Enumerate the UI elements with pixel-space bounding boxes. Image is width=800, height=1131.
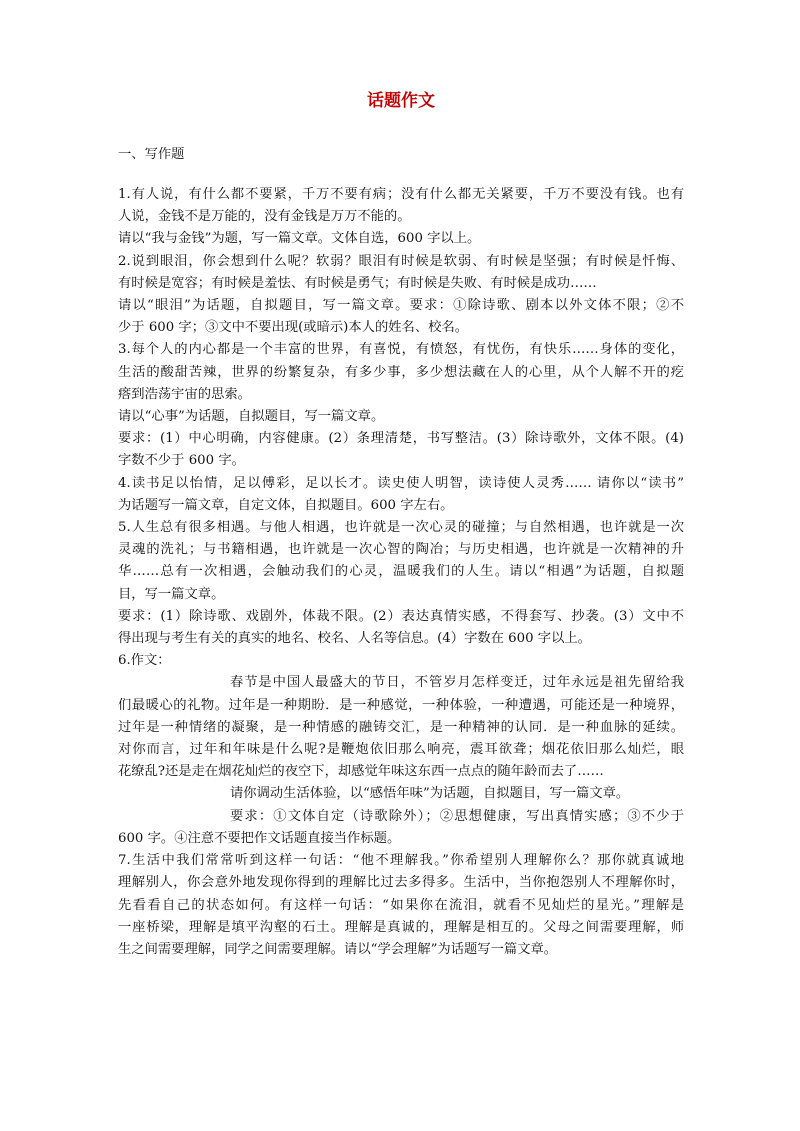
text-line: 华……总有一次相遇，会触动我们的心灵，温暖我们的人生。请以“相遇”为话题，自拟题 [118, 564, 684, 580]
text-line: 5.人生总有很多相遇。与他人相遇，也许就是一次心灵的碰撞；与自然相遇，也许就是一次 [118, 520, 684, 536]
text-line: 人说，金钱不是万能的，没有金钱是万万不能的。 [118, 209, 411, 225]
text-line: 少于 600 字；③文中不要出现(或暗示)本人的姓名、校名。 [118, 320, 469, 336]
text-line: 请以“眼泪”为话题，自拟题目，写一篇文章。要求：①除诗歌、剧本以外文体不限；②不 [118, 298, 684, 314]
text-line: 请以“心事”为话题，自拟题目，写一篇文章。 [118, 409, 385, 425]
text-line: 6.作文： [118, 653, 171, 669]
text-line: 1.有人说，有什么都不要紧，千万不要有病；没有什么都无关紧要，千万不要没有钱。也有 [118, 187, 684, 202]
text-line: 请以“我与金钱”为题，写一篇文章。文体自选，600 字以上。 [118, 231, 481, 247]
text-line: 要求：(1）除诗歌、戏剧外，体裁不限。(2）表达真情实感，不得套写、抄袭。(3）文中不 [118, 608, 684, 624]
text-line: 600 字。④注意不要把作文话题直接当作标题。 [118, 830, 401, 846]
section-heading: 一、写作题 [118, 147, 185, 162]
text-line: 春节是中国人最盛大的节日，不管岁月怎样变迁，过年永远是祖先留给我 [230, 675, 684, 691]
text-line: 要求：(1）中心明确，内容健康。(2）条理清楚，书写整洁。(3）除诗歌外，文体不限。(4) [118, 431, 684, 447]
text-line: 请你调动生活体验，以“感悟年味”为话题，自拟题目，写一篇文章。 [230, 786, 630, 802]
text-line: 生活的酸甜苦辣，世界的纷繁复杂，有多少事，多少想法藏在人的心里，从个人解不开的疙 [118, 364, 684, 380]
text-line: 灵魂的洗礼；与书籍相遇，也许就是一次心智的陶冶；与历史相遇，也许就是一次精神的升 [118, 542, 684, 558]
document-title: 话题作文 [367, 91, 435, 111]
text-line: 生之间需要理解，同学之间需要理解。请以“学会理解”为话题写一篇文章。 [118, 941, 558, 957]
text-line: 先看看自己的状态如何。有这样一句话：“如果你在流泪，就看不见灿烂的星光。”理解是 [118, 897, 684, 913]
text-line: 要求：①文体自定（诗歌除外）；②思想健康，写出真情实感；③不少于 [230, 808, 684, 824]
text-line: 们最暖心的礼物。过年是一种期盼．是一种感觉，一种体验，一种遭遇，可能还是一种境界， [118, 697, 684, 713]
text-line: 3.每个人的内心都是一个丰富的世界，有喜悦，有愤怒，有忧伤，有快乐……身体的变化， [118, 342, 684, 358]
text-line: 字数不少于 600 字。 [118, 453, 245, 469]
text-line: 过年是一种情绪的凝聚，是一种情感的融铸交汇，是一种精神的认同．是一种血脉的延续。 [118, 719, 684, 735]
text-line: 理解别人，你会意外地发现你得到的理解比过去多得多。生活中，当你抱怨别人不理解你时， [118, 875, 684, 891]
text-line: 2.说到眼泪，你会想到什么呢？软弱？眼泪有时候是软弱、有时候是坚强；有时候是忏悔、 [118, 253, 684, 269]
text-line: 4.读书足以怡情，足以傅彩，足以长才。读史使人明智，读诗使人灵秀…… 请你以“读书” [118, 475, 684, 491]
document-body [118, 184, 684, 961]
text-line: 花缭乱?还是走在烟花灿烂的夜空下，却感觉年味这东西一点点的随年龄而去了…… [118, 764, 604, 780]
text-line: 有时候是宽容；有时候是羞怯、有时候是勇气；有时候是失败、有时候是成功…… [118, 275, 597, 291]
text-line: 为话题写一篇文章，自定文体，自拟题目。600 字左右。 [118, 497, 454, 513]
text-line: 得出现与考生有关的真实的地名、校名、人名等信息。(4）字数在 600 字以上。 [118, 631, 591, 647]
text-line: 瘩到浩荡宇宙的思索。 [118, 386, 251, 402]
text-line: 目，写一篇文章。 [118, 586, 225, 602]
text-line: 7.生活中我们常常听到这样一句话：“他不理解我。”你希望别人理解你么？那你就真诚地 [118, 853, 684, 869]
text-line: 对你而言，过年和年味是什么呢?是鞭炮依旧那么响亮，震耳欲聋；烟花依旧那么灿烂，眼 [118, 742, 684, 758]
document-page [118, 88, 684, 961]
text-line: 一座桥梁，理解是填平沟壑的石土。理解是真诚的，理解是相互的。父母之间需要理解，师 [118, 919, 684, 935]
